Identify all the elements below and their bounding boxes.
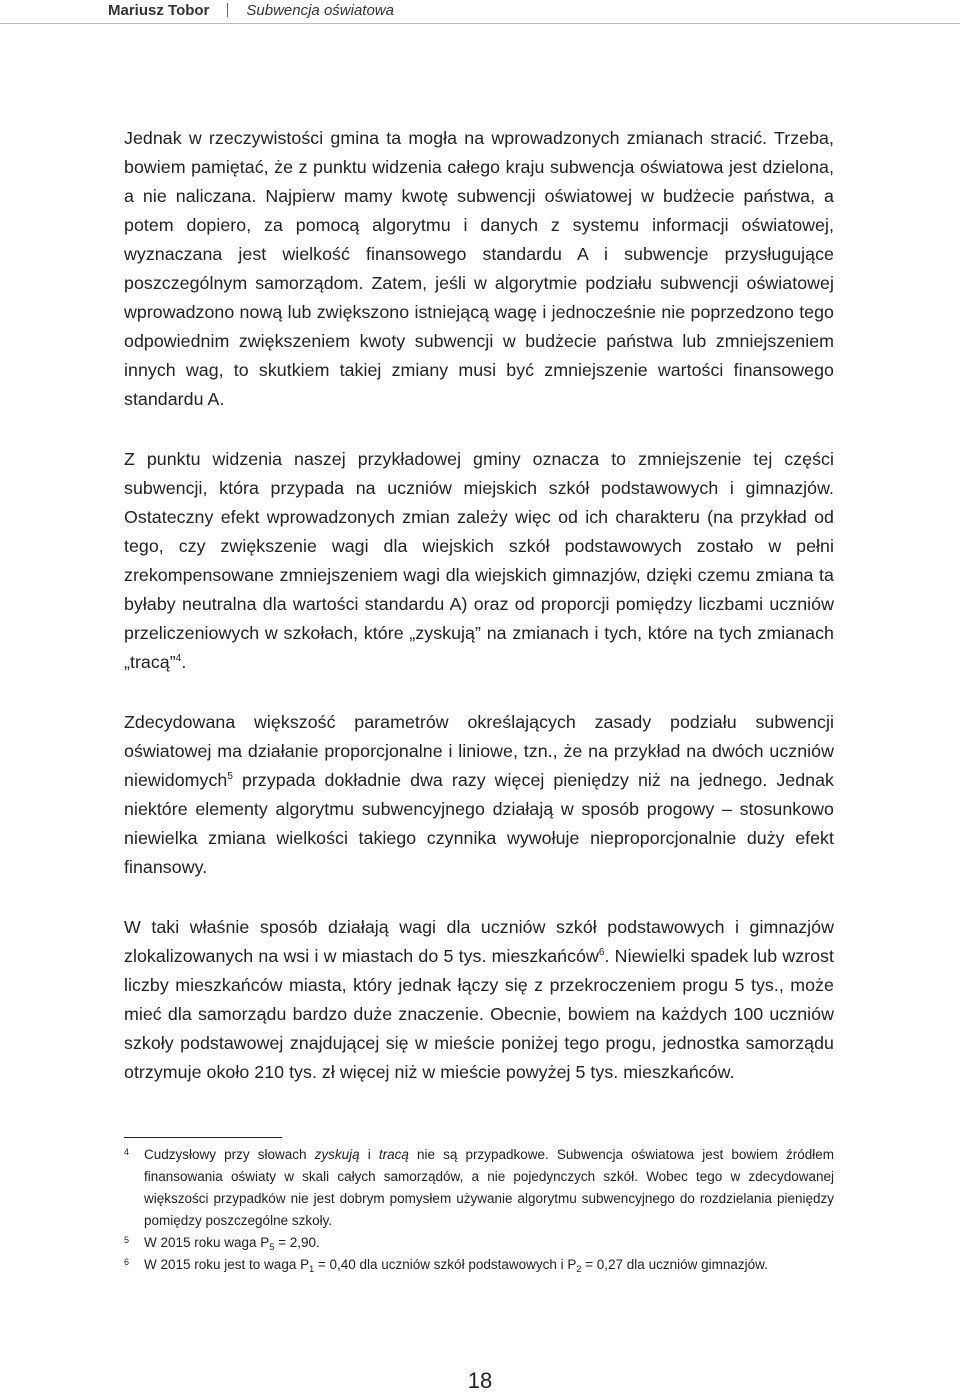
paragraph-gap xyxy=(124,677,834,708)
paragraph-gap xyxy=(124,414,834,445)
running-header xyxy=(108,0,394,22)
header-rule xyxy=(0,23,960,24)
footnote-subscript: 5 xyxy=(269,1242,275,1252)
paragraph-3-tail: przypada dokładnie dwa razy więcej pieniędzy niż na jednego. Jednak niektóre elementy algorytmu subwencyjnego działają w sposób progowy – stosunkowo niewielka zmiana wielkości takiego czynnika wywołuje nieproporcjonalnie duży efekt finansowy. xyxy=(124,770,834,877)
footnote-text: i xyxy=(359,1147,379,1162)
paragraph-3-text: Zdecydowana większość parametrów określających zasady podziału subwencji oświatowej ma działanie proporcjonalne i liniowe, tzn., że na przykład na dwóch uczniów niewidomych xyxy=(124,712,834,790)
footnote-text: W 2015 roku jest to waga P xyxy=(144,1257,310,1272)
footnote-subscript: 2 xyxy=(576,1264,582,1274)
paragraph-2-text: Z punktu widzenia naszej przykładowej gminy oznacza to zmniejszenie tej części subwencji, która przypada na uczniów miejskich szkół podstawowych i gimnazjów. Ostateczny efekt wprowadzonych zmian zależy więc od ich charakteru (na przykład od tego, czy zwiększenie wagi dla wiejskich szkół podstawowych zostało w pełni zrekompensowane zmniejszeniem wagi dla wiejskich gimnazjów, dzięki czemu zmiana ta byłaby neutralna dla wartości standardu A) oraz od proporcji pomiędzy liczbami uczniów przeliczeniowych w szkołach, które „zyskują” na zmianach i tych, które na tych zmianach „tracą” xyxy=(124,449,834,672)
paragraph-4 xyxy=(124,913,834,1116)
footnote-6 xyxy=(124,1254,834,1276)
paragraph-2 xyxy=(124,445,834,677)
footnote-text: = 0,40 dla uczniów szkół podstawowych i P xyxy=(314,1257,577,1272)
footnote-ref-6[interactable]: 6 xyxy=(598,947,605,958)
footnote-ref-4[interactable]: 4 xyxy=(175,653,182,664)
paragraph-1 xyxy=(124,124,834,414)
footnote-ref-5[interactable]: 5 xyxy=(227,771,233,782)
header-author: Mariusz Tobor xyxy=(108,2,210,19)
footnote-number: 4 xyxy=(124,1147,130,1157)
footnote-5 xyxy=(124,1232,834,1254)
footnote-text: Cudzysłowy przy słowach xyxy=(144,1147,315,1162)
page-number: 18 xyxy=(467,1368,493,1393)
footnote-text: W 2015 roku waga P xyxy=(144,1235,270,1250)
paragraph-gap xyxy=(124,882,834,913)
footnote-emphasis: tracą xyxy=(378,1147,409,1162)
footnote-text: nie są przypadkowe. Subwencja oświatowa jest bowiem źródłem finansowania oświaty w skali całych samorządów, a nie pojedynczych szkół. Wobec tego w zdecydowanej większości przypadków nie jest dobrym pomysłem używanie algorytmu subwencyjnego do rozdzielania pieniędzy pomiędzy poszczególne szkoły. xyxy=(144,1147,834,1228)
footnote-text: = 0,27 dla uczniów gimnazjów. xyxy=(581,1257,768,1272)
header-separator xyxy=(227,3,228,17)
paragraph-4-text: W taki właśnie sposób działają wagi dla uczniów szkół podstawowych i gimnazjów zlokalizowanych na wsi i w miastach do 5 tys. mieszkańców xyxy=(124,917,834,966)
body-text xyxy=(124,124,834,1116)
paragraph-4-tail: . Niewielki spadek lub wzrost liczby mieszkańców miasta, który jednak łączy się z przekroczeniem progu 5 tys., może mieć dla samorządu bardzo duże znaczenie. Obecnie, bowiem na każdych 100 uczniów szkoły podstawowej znajdującej się w mieście poniżej tego progu, jednostka samorządu otrzymuje około 210 tys. zł więcej niż w mieście powyżej 5 tys. mieszkańców. xyxy=(124,946,834,1082)
paragraph-3 xyxy=(124,708,834,882)
footnote-subscript: 1 xyxy=(309,1264,315,1274)
footnote-number: 5 xyxy=(124,1235,130,1245)
footnotes xyxy=(124,1144,834,1276)
paragraph-2-tail: . xyxy=(181,652,187,672)
footnote-emphasis: zyskują xyxy=(314,1147,360,1162)
header-title: Subwencja oświatowa xyxy=(246,2,394,19)
footnote-text: = 2,90. xyxy=(274,1235,320,1250)
footnote-number: 6 xyxy=(124,1257,130,1267)
footnote-separator xyxy=(124,1137,282,1138)
footnote-4 xyxy=(124,1144,834,1232)
paragraph-1-text: Jednak w rzeczywistości gmina ta mogła na wprowadzonych zmianach stracić. Trzeba, bowiem pamiętać, że z punktu widzenia całego kraju subwencja oświatowa jest dzielona, a nie naliczana. Najpierw mamy kwotę subwencji oświatowej w budżecie państwa, a potem dopiero, za pomocą algorytmu i danych z systemu informacji oświatowej, wyznaczana jest wielkość finansowego standardu A i subwencje przysługujące poszczególnym samorządom. Zatem, jeśli w algorytmie podziału subwencji oświatowej wprowadzono nową lub zwiększono istniejącą wagę i jednocześnie nie poprzedzono tego odpowiednim zwiększeniem kwoty subwencji w budżecie państwa lub zmniejszeniem innych wag, to skutkiem takiej zmiany musi być zmniejszenie wartości finansowego standardu A. xyxy=(124,128,834,409)
